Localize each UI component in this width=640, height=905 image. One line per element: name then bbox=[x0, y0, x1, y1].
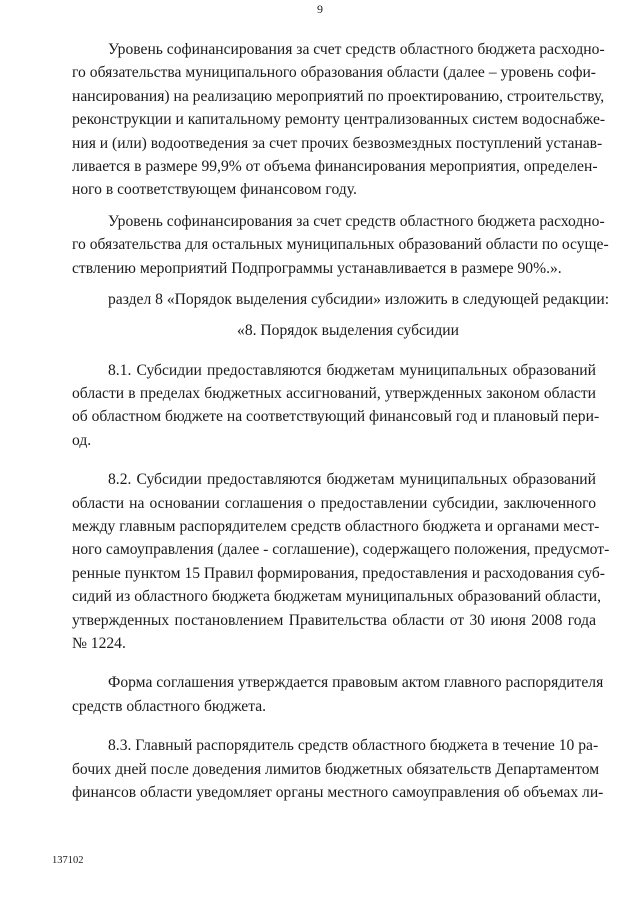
page-number: 9 bbox=[317, 2, 323, 16]
text-line: между главным распорядителем средств областного бюджета и органами мест- bbox=[72, 518, 600, 536]
paragraph-8-2 bbox=[72, 468, 610, 655]
paragraph-cofinancing-level-1 bbox=[72, 38, 606, 202]
text-line: средств областного бюджета. bbox=[72, 697, 267, 715]
text-line: бочих дней после доведения лимитов бюджетных обязательств Департаментом bbox=[72, 760, 600, 778]
text-line: од. bbox=[72, 431, 92, 449]
text-line: Уровень софинансирования за счет средств областного бюджета расходно- bbox=[108, 212, 605, 230]
text-line: ливается в размере 99,9% от объема финансирования мероприятия, определен- bbox=[72, 157, 598, 175]
text-line: го обязательства муниципального образования области (далее – уровень софи- bbox=[72, 64, 596, 82]
paragraph-8-3 bbox=[72, 734, 604, 804]
text-line: Форма соглашения утверждается правовым актом главного распорядителя bbox=[108, 674, 604, 692]
text-line: области в пределах бюджетных ассигнований, утвержденных законом области bbox=[72, 385, 596, 403]
text-line: реконструкции и капитальному ремонту централизованных систем водоснабже- bbox=[72, 111, 606, 129]
text-line: области на основании соглашения о предоставлении субсидии, заключенного bbox=[72, 494, 596, 512]
text-line: об областном бюджете на соответствующий финансовый год и плановый пери- bbox=[72, 408, 600, 426]
text-line: 8.3. Главный распорядитель средств областного бюджета в течение 10 ра- bbox=[108, 737, 599, 755]
paragraph-8-1 bbox=[72, 359, 600, 453]
document-body bbox=[72, 38, 610, 804]
text-line: ствлению мероприятий Подпрограммы устанавливается в размере 90%.». bbox=[72, 259, 562, 277]
text-line: нансирования) на реализацию мероприятий по проектированию, строительству, bbox=[72, 87, 605, 105]
text-line: ного в соответствующем финансовом году. bbox=[72, 181, 357, 199]
text-line: 8.1. Субсидии предоставляются бюджетам муниципальных образований bbox=[108, 361, 596, 379]
paragraph-agreement-form bbox=[72, 671, 604, 718]
text-line: ния и (или) водоотведения за счет прочих безвозмездных поступлений устанав- bbox=[72, 134, 603, 152]
text-line: 8.2. Субсидии предоставляются бюджетам муниципальных образований bbox=[108, 471, 596, 489]
text-line: финансов области уведомляет органы местного самоуправления об объемах ли- bbox=[72, 783, 604, 801]
paragraph-cofinancing-level-2 bbox=[72, 210, 610, 312]
text-line: раздел 8 «Порядок выделения субсидии» изложить в следующей редакции: bbox=[108, 290, 610, 308]
text-line: утвержденных постановлением Правительства области от 30 июня 2008 года bbox=[72, 611, 596, 629]
document-code: 137102 bbox=[52, 855, 84, 866]
text-line: ного самоуправления (далее - соглашение), содержащего положения, предусмот- bbox=[72, 541, 610, 559]
text-line: го обязательства для остальных муниципальных образований области по осуще- bbox=[72, 236, 609, 254]
section-heading: «8. Порядок выделения субсидии bbox=[237, 322, 459, 340]
text-line: № 1224. bbox=[72, 634, 126, 652]
text-line: сидий из областного бюджета бюджетам муниципальных образований области, bbox=[72, 588, 601, 606]
text-line: ренные пунктом 15 Правил формирования, предоставления и расходования суб- bbox=[72, 564, 605, 582]
text-line: Уровень софинансирования за счет средств областного бюджета расходно- bbox=[108, 41, 605, 58]
